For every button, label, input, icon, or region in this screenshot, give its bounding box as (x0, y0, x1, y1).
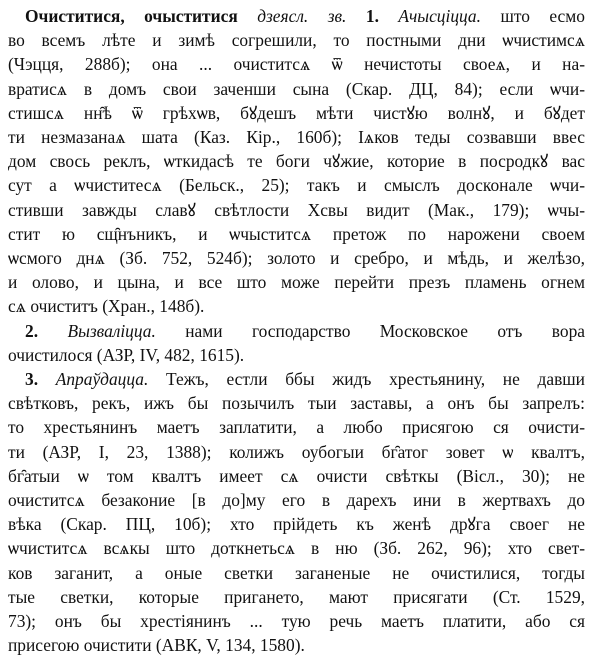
sense-1-line: ѡсмого днѧ (Зб. 752, 524б); золото и сребро, и мѣдь, и желѣзо, (8, 248, 585, 269)
sense-3-line: свѣтковъ, рекъ, ижъ бы позычилъ тыи заставы, а онъ бы запрелъ: (8, 393, 585, 414)
sense-3-first-line (8, 367, 585, 391)
sense-1-line: стишсѧ нн̑ѣ ѿ грѣхѡв, бꙋдешъ мѣти чистꙋю волнꙋ, и бꙋдет (8, 102, 585, 123)
entry-sense-2 (8, 319, 585, 367)
sense-3-line: Тежъ, естли ббы жидъ хрестьянину, не давши (166, 369, 585, 390)
sense-3-line: вѣка (Скар. ПЦ, 10б); хто прійдеть къ женѣ дрꙋга своег не (8, 514, 585, 535)
entry-sense-1 (8, 4, 585, 319)
sense-1-line: стивши завжды славꙋ свѣтлости Хсвы видит (Мак., 179); ѡчы- (8, 199, 585, 220)
sense-2-line: очистилося (АЗР, IV, 482, 1615). (8, 344, 245, 365)
sense-3-line: 73); онъ бы хрестіянинъ ... тую речь маетъ платити, або ся (8, 611, 585, 632)
sense-1-line: и олово, и цына, и все што може перейти презъ пламень огнем (8, 272, 585, 293)
sense-1-line: ти незмазанаѧ шата (Каз. Кір., 160б); Іѧков теды созвавши ввес (8, 127, 585, 148)
sense-3-line: тые светки, которые пригането, мают присягати (Ст. 1529, (8, 586, 585, 607)
sense-2-line: нами господарство Московское отъ вора (185, 320, 585, 341)
sense-3-line: бг̑атыи ѡ том квалтъ имеет сѧ очисти свѣткы (Вісл., 30); не (8, 465, 585, 486)
grammar-label: дзеясл. зв. (257, 6, 347, 26)
sense-1-gloss: Ачысціцца. (398, 6, 481, 26)
sense-3-line: присегою очистити (АВК, V, 134, 1580). (8, 635, 305, 656)
sense-2-number: 2. (25, 320, 39, 341)
sense-3-gloss: Апраўдацца. (55, 369, 149, 390)
sense-3-number: 3. (25, 369, 39, 390)
entry-sense-3 (8, 367, 585, 657)
sense-3-line: очиститсѧ безаконие [в до]му его в дарехъ ини в жертвахъ до (8, 490, 585, 511)
sense-1-line: вратисѧ в домъ свои заченши сына (Скар. ДЦ, 84); если ѡчи- (8, 78, 585, 99)
headword: Очиститися, очыститися (25, 6, 238, 26)
sense-2-first-line (8, 319, 585, 343)
sense-1-line: (Чэцця, 288б); она ... очиститсѧ ѿ нечистоты своеѧ, и на- (8, 54, 585, 75)
sense-1-line: што есмо (500, 6, 585, 26)
sense-1-line: во всемъ лѣте и зимѣ согрешили, то постными дни ѡчистимсѧ (8, 30, 585, 51)
sense-3-line: ти (АЗР, I, 23, 1388); колижъ оубогыи бг̑атог зовет ѡ квалтъ, (8, 441, 585, 462)
sense-1-line: сут а ѡчиститесѧ (Бельск., 25); такъ и смыслъ досконале ѡчи- (8, 175, 585, 196)
sense-1-line: стит ю сщ̑нъникъ, и ѡчыститсѧ претож по нарожени своем (8, 223, 585, 244)
sense-3-line: ков заганит, а оные светки заганеные не очистилися, тогды (8, 562, 585, 583)
sense-1-number: 1. (365, 6, 379, 26)
sense-1-line: дом свось реклъ, ѡткидасѣ те боги чꙋжие, которие в посродкꙋ вас (8, 151, 585, 172)
sense-3-line: то хрестьянинъ маетъ заплатити, а любо присягою ся очисти- (8, 417, 585, 438)
entry-first-line (8, 4, 585, 28)
sense-2-gloss: Вызваліцца. (67, 320, 156, 341)
sense-3-line: ѡчиститсѧ всѧкы што доткнетьсѧ в ню (Зб. 262, 96); хто свет- (8, 538, 585, 559)
sense-1-line: сѧ очиститъ (Хран., 148б). (8, 296, 205, 317)
